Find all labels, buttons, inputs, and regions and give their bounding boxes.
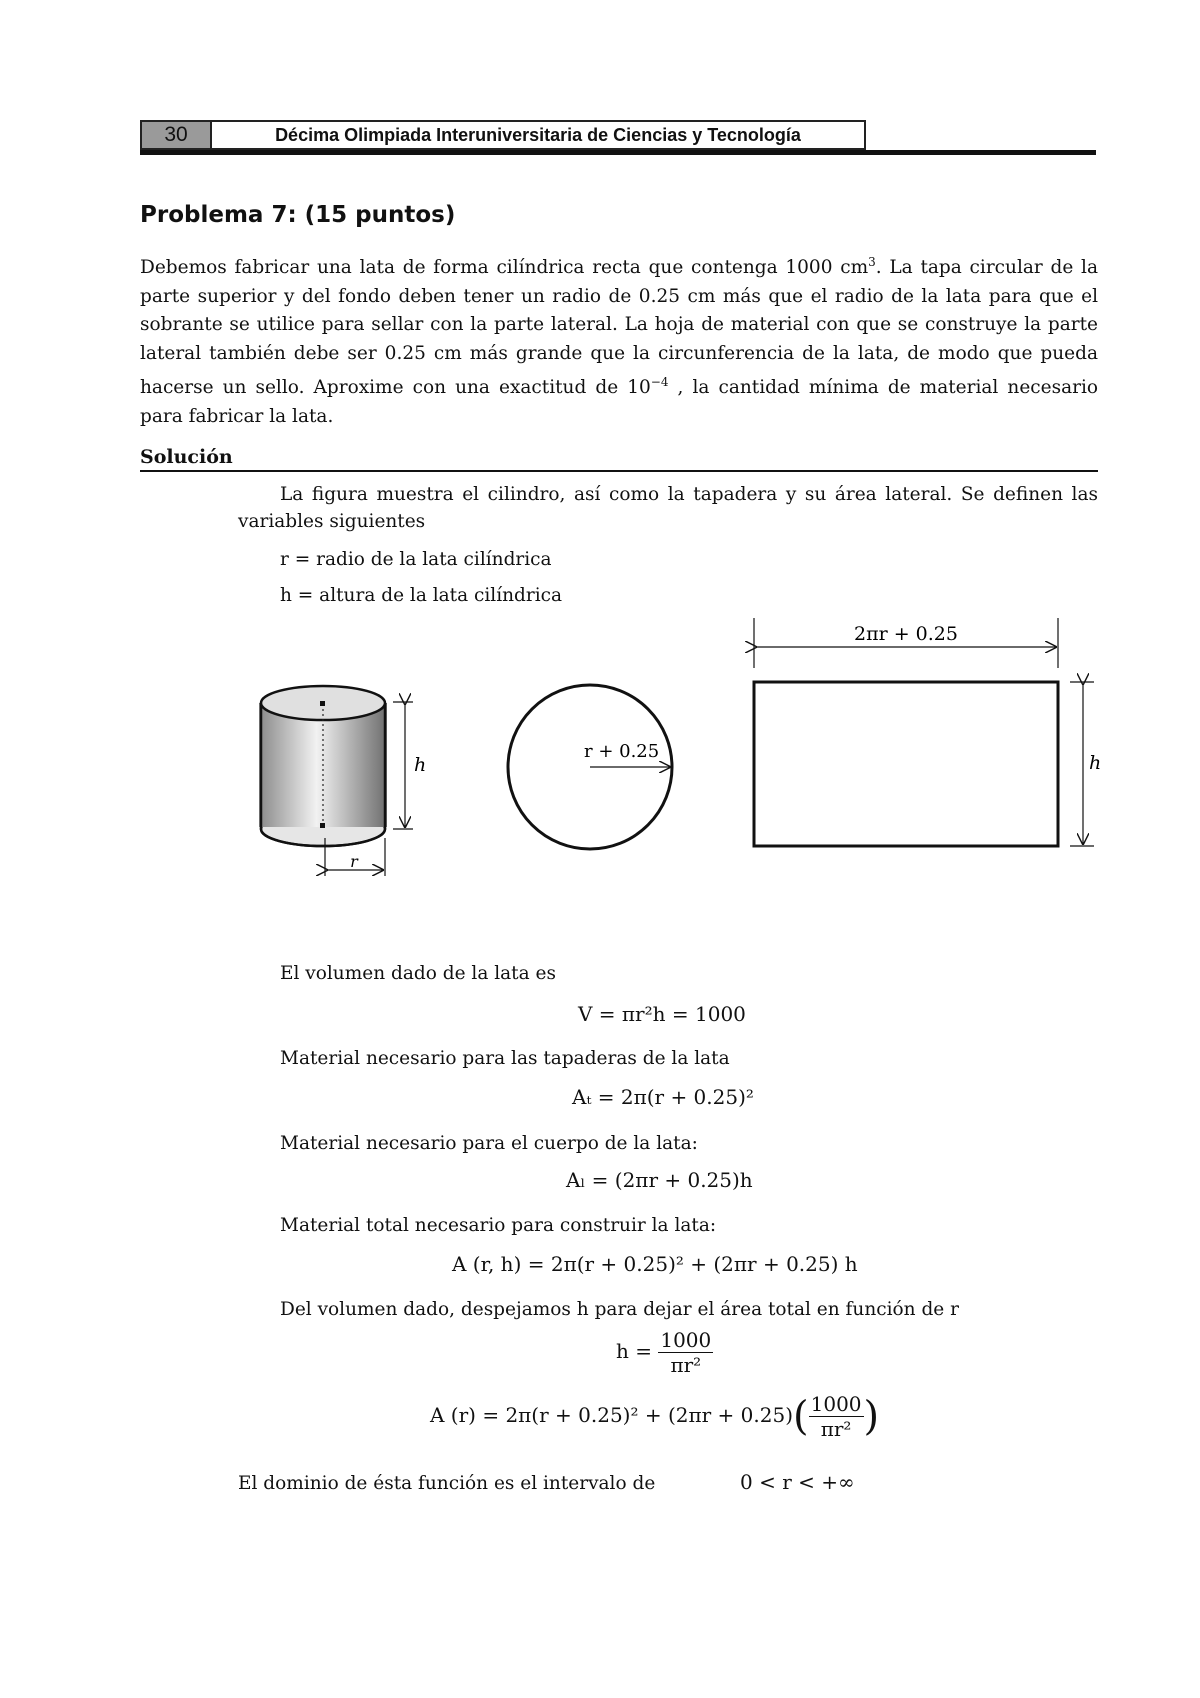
lids-text: Material necesario para las tapaderas de la lata	[280, 1048, 730, 1069]
rect-width-label: 2πr + 0.25	[854, 623, 958, 645]
area-r-numerator: 1000	[810, 1392, 862, 1416]
h-eq-fraction	[658, 1328, 713, 1377]
cylinder-figure	[259, 686, 413, 876]
page-number: 30	[140, 120, 212, 150]
definition-r: r = radio de la lata cilíndrica	[280, 549, 552, 570]
area-r-fraction	[809, 1392, 864, 1441]
solution-title: Solución	[140, 446, 233, 468]
solve-h-text: Del volumen dado, despejamos h para dejar el área total en función de r	[280, 1299, 959, 1320]
rect-h-label: h	[1089, 752, 1102, 774]
volume-equation: V = πr²h = 1000	[578, 1002, 746, 1026]
statement-part3: , la cantidad mínima de material necesario para fabricar la lata.	[140, 377, 1098, 427]
statement-exp: −4	[650, 375, 669, 390]
body-equation: Aₗ = (2πr + 0.25)h	[566, 1168, 753, 1192]
area-r-lhs: A (r) = 2π(r + 0.25)² + (2πr + 0.25)	[430, 1403, 794, 1427]
total-text: Material total necesario para construir la lata:	[280, 1215, 717, 1236]
h-eq-lhs: h =	[616, 1339, 652, 1363]
h-equation	[616, 1328, 713, 1377]
statement-part2: . La tapa circular de la parte superior y del fondo deben tener un radio de 0.25 cm más que el radio de la lata para que el sobrante se utilice para sellar con la parte lateral. La hoja de material con que se construye la parte lateral también debe ser 0.25 cm más grande que la circunferencia de la lata, de modo que pueda hacerse un sello. Aproxime con una exactitud de 10	[140, 257, 1098, 399]
definition-h: h = altura de la lata cilíndrica	[280, 585, 563, 606]
lid-circle-figure	[508, 685, 672, 849]
statement-part1: Debemos fabricar una lata de forma cilíndrica recta que contenga 1000 cm	[140, 257, 869, 279]
total-equation: A (r, h) = 2π(r + 0.25)² + (2πr + 0.25) h	[452, 1252, 858, 1276]
domain-equation: 0 < r < +∞	[740, 1470, 855, 1494]
lid-radius-label: r + 0.25	[584, 741, 660, 762]
statement-sup: 3	[868, 255, 876, 269]
volume-text: El volumen dado de la lata es	[280, 963, 556, 984]
lids-equation: Aₜ = 2π(r + 0.25)²	[572, 1085, 754, 1109]
problem-title: Problema 7: (15 puntos)	[140, 202, 456, 228]
area-r-denominator: πr²	[820, 1417, 852, 1441]
solution-intro: La figura muestra el cilindro, así como la tapadera y su área lateral. Se definen las variables siguientes	[238, 484, 1098, 532]
h-eq-denominator: πr²	[670, 1353, 702, 1377]
area-r-equation: A (r) = 2π(r + 0.25)² + (2πr + 0.25)( $\frac{1000}{\text{πr²}}$ )	[430, 1392, 880, 1441]
h-eq-numerator: 1000	[660, 1328, 712, 1352]
body-text: Material necesario para el cuerpo de la lata:	[280, 1133, 698, 1154]
domain-text: El dominio de ésta función es el intervalo de	[238, 1473, 656, 1494]
cylinder-h-label: h	[414, 754, 427, 776]
cylinder-r-label: r	[350, 852, 358, 871]
running-header-title: Décima Olimpiada Interuniversitaria de Ciencias y Tecnología	[212, 120, 866, 150]
lateral-rectangle-figure	[754, 618, 1094, 846]
